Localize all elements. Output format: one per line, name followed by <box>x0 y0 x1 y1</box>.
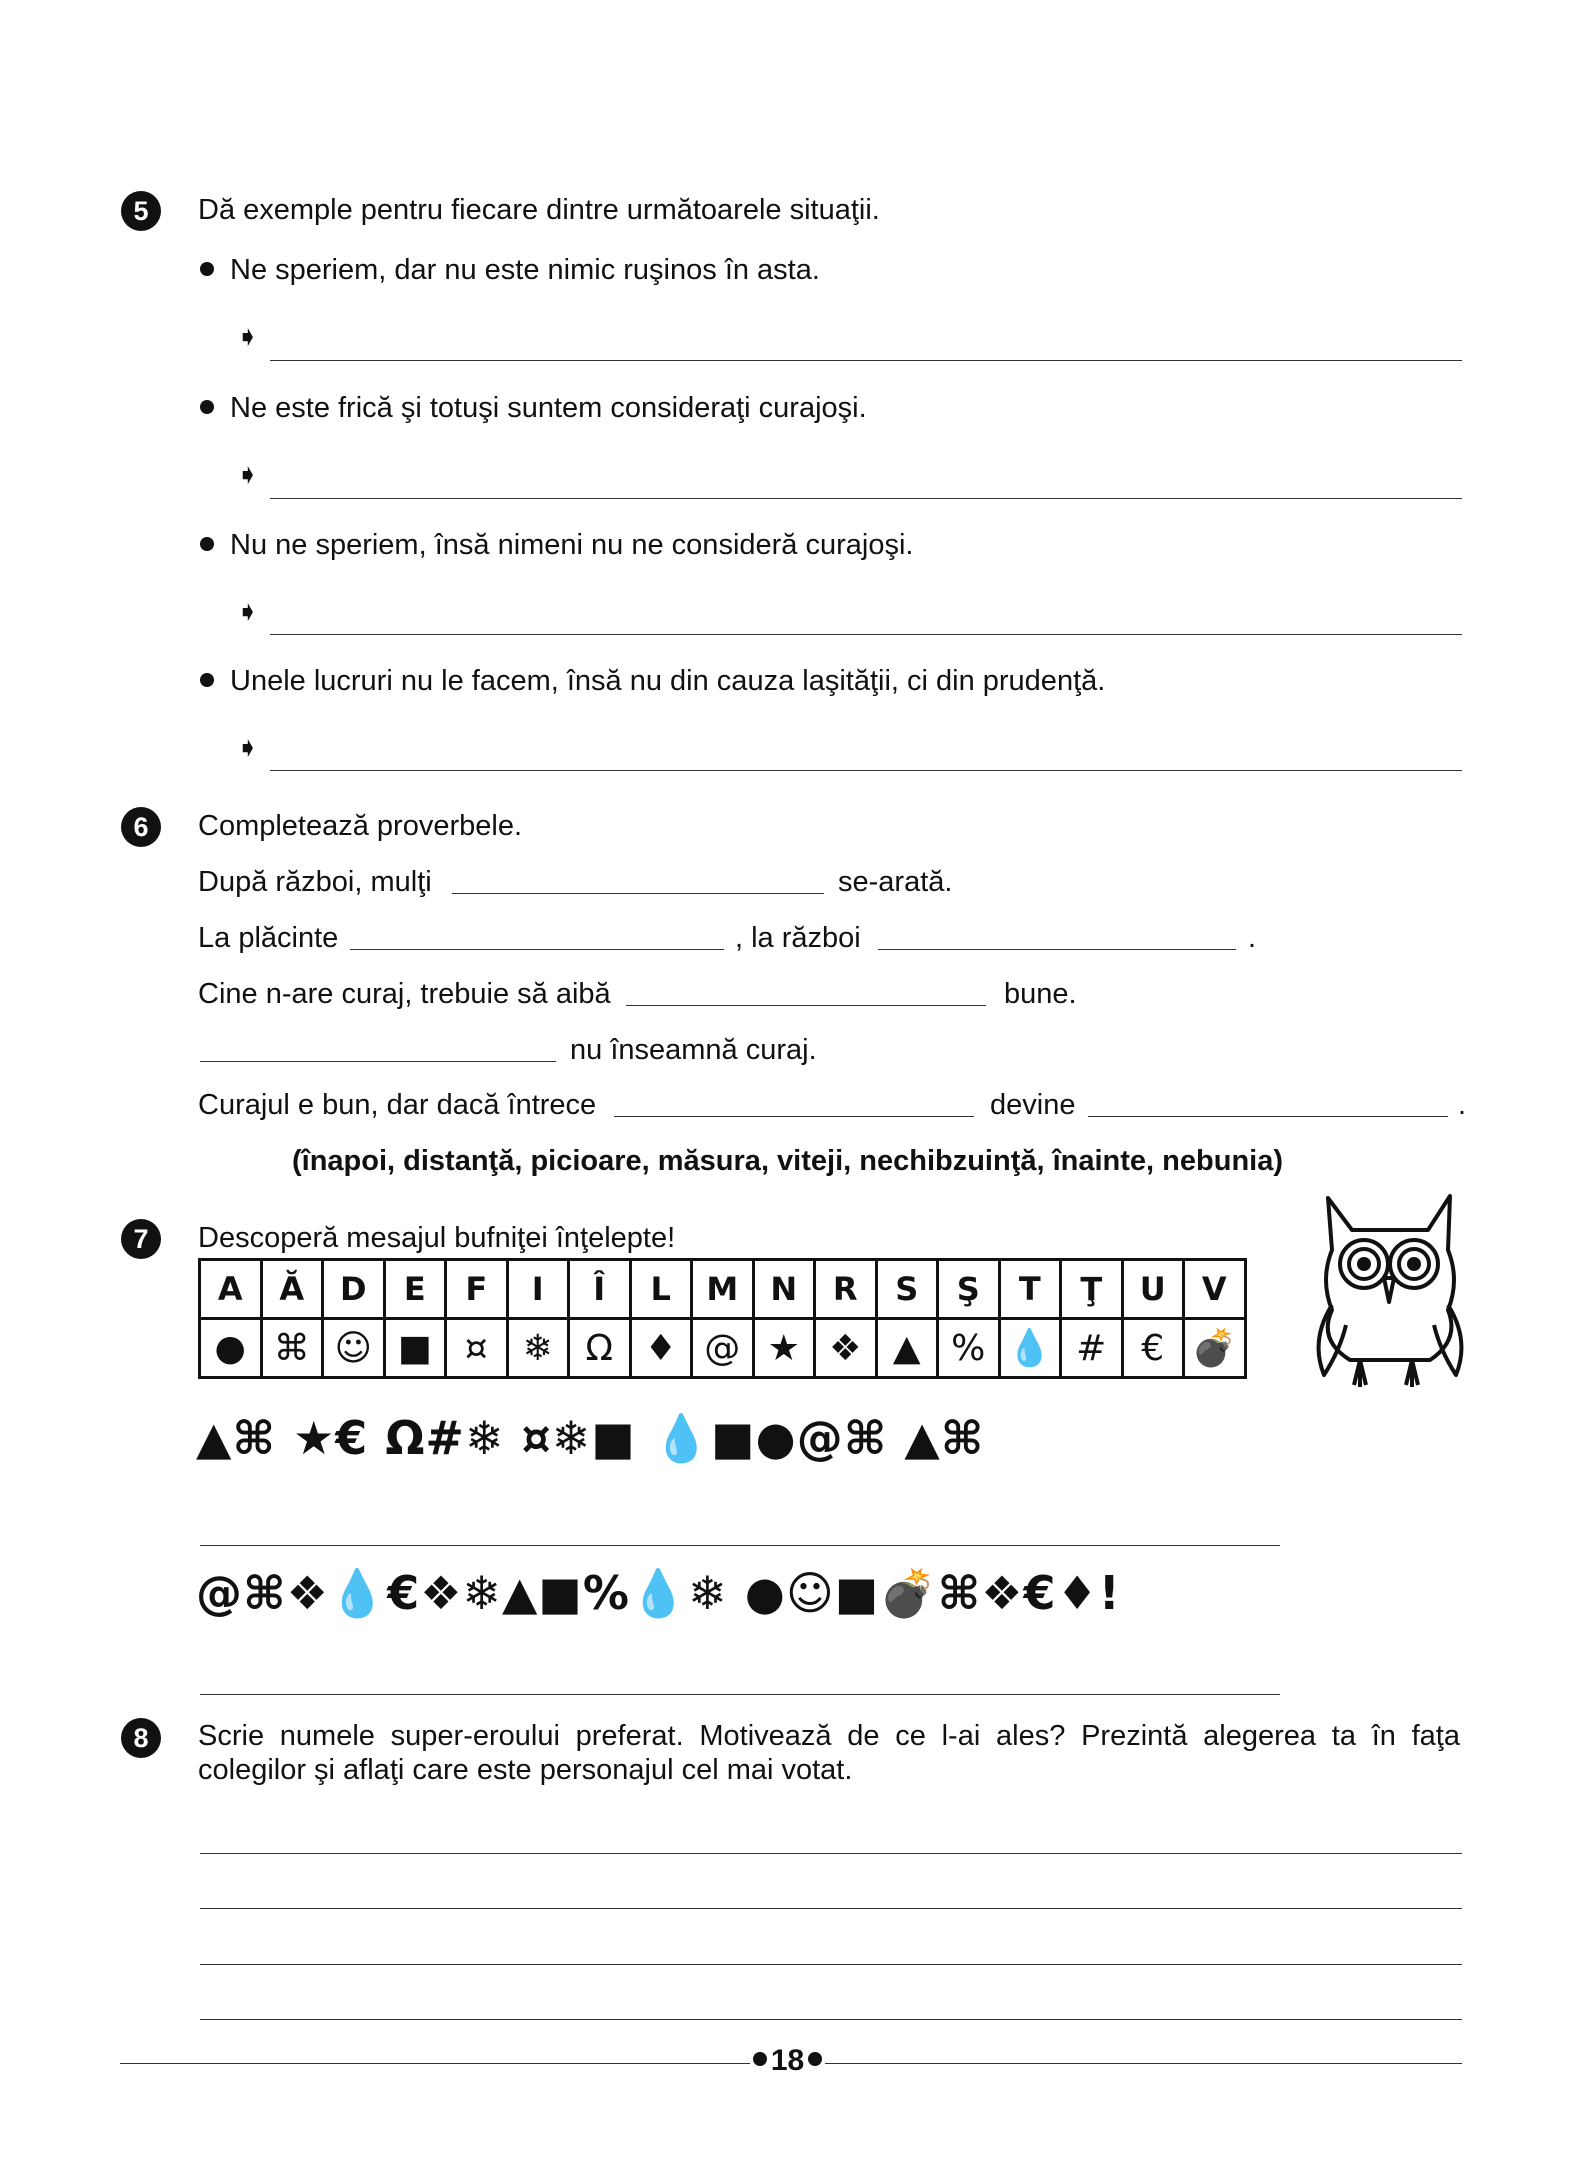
cipher-letter: V <box>1184 1260 1246 1319</box>
cipher-symbol-icon: ☺ <box>323 1319 385 1378</box>
coded-message-line-1: ▲⌘ ★€ Ω#❄ ¤❄■ 💧■●@⌘ ▲⌘ <box>196 1411 985 1465</box>
proverb-2-blank-2[interactable] <box>878 949 1236 950</box>
proverb-3-start: Cine n-are curaj, trebuie să aibă <box>198 978 611 1010</box>
bullet-icon <box>200 537 214 551</box>
cipher-letter: R <box>815 1260 877 1319</box>
exercise-7-title: Descoperă mesajul bufniţei înţelepte! <box>198 1222 676 1254</box>
bullet-icon <box>200 262 214 276</box>
ex5-answer-line-1[interactable] <box>270 360 1462 361</box>
cipher-symbol-icon: ★ <box>753 1319 815 1378</box>
proverb-2-mid: , la război <box>735 922 861 954</box>
ex5-item-2-text: Ne este frică şi totuşi suntem consideraţi curajoşi. <box>230 392 867 424</box>
cipher-letter: M <box>692 1260 754 1319</box>
arrow-right-icon: ➧ <box>236 732 260 763</box>
proverb-1-end: se-arată. <box>838 866 953 898</box>
ex5-item-1 <box>200 252 820 288</box>
cipher-letter: F <box>446 1260 508 1319</box>
cipher-symbol-icon: Ω <box>569 1319 631 1378</box>
proverb-1-blank[interactable] <box>452 893 824 894</box>
exercise-6-title: Completează proverbele. <box>198 810 523 842</box>
bullet-icon <box>200 400 214 414</box>
proverb-1-start: După război, mulţi <box>198 866 432 898</box>
exercise-6-number <box>121 807 161 847</box>
cipher-letter: Î <box>569 1260 631 1319</box>
proverb-3-end: bune. <box>1004 978 1077 1010</box>
cipher-letter: I <box>507 1260 569 1319</box>
cipher-letter: E <box>384 1260 446 1319</box>
ex5-item-3-text: Nu ne speriem, însă nimeni nu ne consideră curajoşi. <box>230 529 914 561</box>
ex5-item-4 <box>200 663 1105 699</box>
ex8-answer-line-4[interactable] <box>200 2019 1462 2020</box>
proverb-5-start: Curajul e bun, dar dacă întrece <box>198 1089 597 1121</box>
cipher-symbol-icon: ● <box>200 1319 262 1378</box>
arrow-right-icon: ➧ <box>236 596 260 627</box>
cipher-symbol-icon: ❖ <box>815 1319 877 1378</box>
cipher-symbol-icon: % <box>938 1319 1000 1378</box>
cipher-symbols-row <box>200 1319 1246 1378</box>
cipher-symbol-icon: € <box>1122 1319 1184 1378</box>
ex8-answer-line-1[interactable] <box>200 1853 1462 1854</box>
proverb-2-blank-1[interactable] <box>350 949 724 950</box>
exercise-8-text: Scrie numele super-eroului preferat. Motivează de ce l-ai ales? Prezintă alegerea ta în faţa colegilor şi aflaţi care este personajul cel mai votat. <box>198 1720 1460 1786</box>
ex5-item-3 <box>200 527 913 563</box>
cipher-letter: N <box>753 1260 815 1319</box>
proverb-5-blank-1[interactable] <box>614 1116 974 1117</box>
exercise-8-number-text: 8 <box>133 1722 149 1753</box>
cipher-table <box>198 1258 1247 1379</box>
word-bank: (înapoi, distanţă, picioare, măsura, viteji, nechibzuinţă, înainte, nebunia) <box>291 1145 1283 1177</box>
cipher-symbol-icon: 💧 <box>999 1319 1061 1378</box>
page-number <box>0 2044 1575 2078</box>
dot-icon <box>808 2052 822 2066</box>
exercise-7-number-text: 7 <box>133 1223 149 1254</box>
cipher-symbol-icon: ♦ <box>630 1319 692 1378</box>
arrow-right-icon: ➧ <box>236 321 260 352</box>
proverb-5-blank-2[interactable] <box>1088 1116 1448 1117</box>
owl-icon <box>1310 1190 1470 1395</box>
ex5-item-1-text: Ne speriem, dar nu este nimic ruşinos în asta. <box>230 254 820 286</box>
cipher-symbol-icon: ❄ <box>507 1319 569 1378</box>
exercise-8-number <box>121 1718 161 1758</box>
ex5-answer-line-4[interactable] <box>270 770 1462 771</box>
exercise-7-number <box>121 1219 161 1259</box>
proverb-2-start: La plăcinte <box>198 922 339 954</box>
cipher-letter: A <box>200 1260 262 1319</box>
cipher-letter: L <box>630 1260 692 1319</box>
cipher-symbol-icon: @ <box>692 1319 754 1378</box>
exercise-6-number-text: 6 <box>133 811 149 842</box>
cipher-symbol-icon: 💣 <box>1184 1319 1246 1378</box>
proverb-2-end: . <box>1248 922 1257 954</box>
page-number-text: 18 <box>770 2044 805 2077</box>
cipher-letter: S <box>876 1260 938 1319</box>
cipher-letters-row <box>200 1260 1246 1319</box>
ex5-item-2 <box>200 390 867 426</box>
cipher-letter: Ă <box>261 1260 323 1319</box>
ex5-answer-line-2[interactable] <box>270 498 1462 499</box>
cipher-letter: U <box>1122 1260 1184 1319</box>
cipher-symbol-icon: ⌘ <box>261 1319 323 1378</box>
coded-message-line-2: @⌘❖💧€❖❄▲■%💧❄ ●☺■💣⌘❖€♦! <box>196 1566 1121 1620</box>
dot-icon <box>753 2052 767 2066</box>
proverb-3-blank[interactable] <box>626 1005 986 1006</box>
ex5-answer-line-3[interactable] <box>270 634 1462 635</box>
proverb-5-end: . <box>1458 1089 1467 1121</box>
decode-answer-line-1[interactable] <box>200 1545 1280 1546</box>
bullet-icon <box>200 673 214 687</box>
ex8-answer-line-2[interactable] <box>200 1908 1462 1909</box>
exercise-5-number <box>121 191 161 231</box>
proverb-4-blank[interactable] <box>200 1061 556 1062</box>
cipher-letter: Ş <box>938 1260 1000 1319</box>
cipher-letter: T <box>999 1260 1061 1319</box>
cipher-letter: D <box>323 1260 385 1319</box>
cipher-symbol-icon: ■ <box>384 1319 446 1378</box>
proverb-5-mid: devine <box>990 1089 1076 1121</box>
exercise-5-title: Dă exemple pentru fiecare dintre următoarele situaţii. <box>198 194 880 226</box>
proverb-4-end: nu înseamnă curaj. <box>570 1034 817 1066</box>
ex5-item-4-text: Unele lucruri nu le facem, însă nu din cauza laşităţii, ci din prudenţă. <box>230 665 1106 697</box>
cipher-symbol-icon: ¤ <box>446 1319 508 1378</box>
exercise-5-number-text: 5 <box>133 195 149 226</box>
cipher-symbol-icon: ▲ <box>876 1319 938 1378</box>
cipher-letter: Ţ <box>1061 1260 1123 1319</box>
cipher-symbol-icon: # <box>1061 1319 1123 1378</box>
arrow-right-icon: ➧ <box>236 459 260 490</box>
decode-answer-line-2[interactable] <box>200 1694 1280 1695</box>
ex8-answer-line-3[interactable] <box>200 1964 1462 1965</box>
